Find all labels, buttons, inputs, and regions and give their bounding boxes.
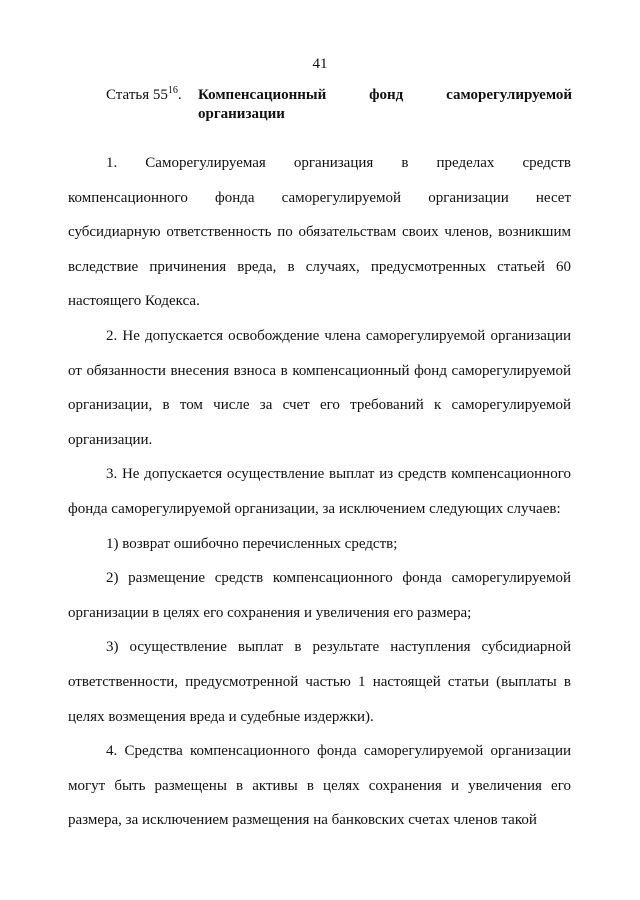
article-title-line-2: организации — [198, 106, 285, 122]
paragraph-1: 1. Саморегулируемая организация в пределах средств компенсационного фонда саморегулируемой организации несет субсидиарную ответственность по обязательствам своих членов, возникшим вследствие причинения вреда, в случаях, предусмотренных статьей 60 настоящего Кодекса. — [68, 155, 571, 310]
article-title — [198, 86, 572, 124]
article-number — [106, 86, 182, 105]
paragraph-2: 2. Не допускается освобождение члена саморегулируемой организации от обязанности внесения взноса в компенсационный фонд саморегулируемой организации, в том числе за счет его требований к саморегулируемой организации. — [68, 327, 571, 448]
article-title-line-1: Компенсационный фонд саморегулируемой — [198, 87, 572, 103]
article-body — [68, 146, 571, 838]
list-item-3: 3) осуществление выплат в результате наступления субсидиарной ответственности, предусмотренной частью 1 настоящей статьи (выплаты в целях возмещения вреда и судебные издержки). — [68, 639, 571, 725]
page-number: 41 — [312, 56, 328, 72]
list-item-2: 2) размещение средств компенсационного фонда саморегулируемой организации в целях его сохранения и увеличения его размера; — [68, 570, 571, 621]
paragraph-3: 3. Не допускается осуществление выплат из средств компенсационного фонда саморегулируемой организации, за исключением следующих случаев: — [68, 466, 571, 517]
article-number-text: Статья 55 — [106, 87, 168, 103]
article-number-dot: . — [177, 87, 182, 103]
article-number-superscript: 16 — [167, 85, 178, 96]
paragraph-4: 4. Средства компенсационного фонда саморегулируемой организации могут быть размещены в активы в целях сохранения и увеличения его размера, за исключением размещения на банковских счетах членов такой — [68, 743, 571, 829]
list-item-1: 1) возврат ошибочно перечисленных средств; — [106, 535, 398, 552]
